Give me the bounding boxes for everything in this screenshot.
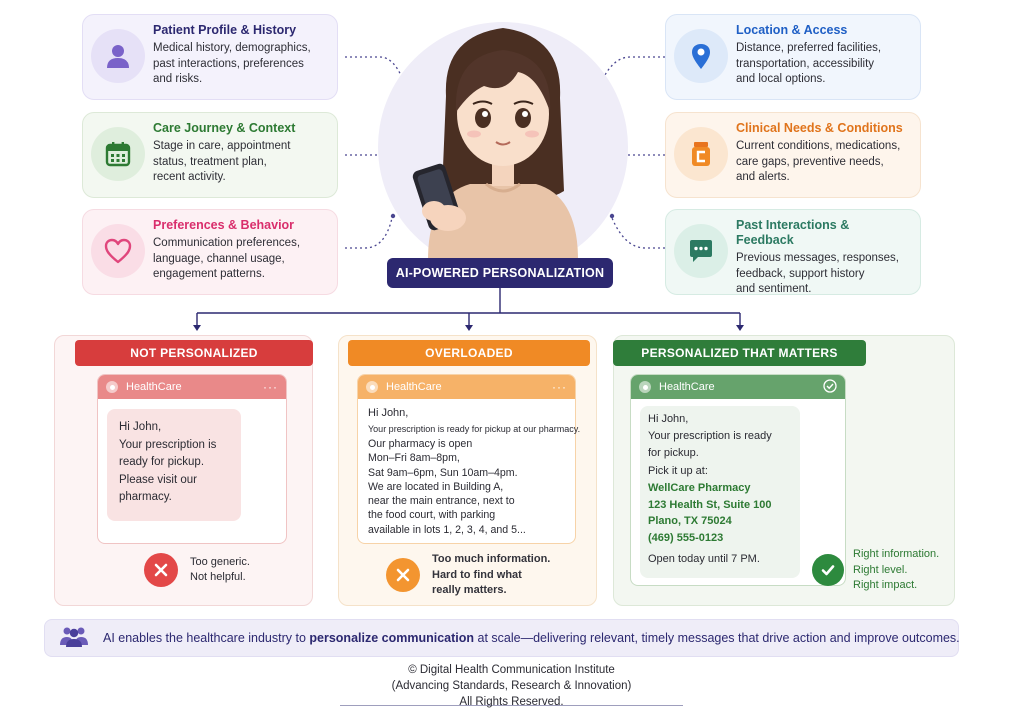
location-pin-icon <box>674 29 728 83</box>
verdict-overloaded <box>386 552 550 599</box>
app-name: HealthCare <box>126 381 182 393</box>
summary-banner <box>44 619 959 657</box>
heart-icon <box>91 224 145 278</box>
message-greeting: Hi John, <box>648 413 689 425</box>
person-icon <box>91 29 145 83</box>
message-bubble <box>640 406 800 578</box>
feature-title: Care Journey & Context <box>153 121 296 135</box>
more-options-icon[interactable]: ··· <box>552 380 567 394</box>
feature-desc: Distance, preferred facilities, transportation, accessibility and local options. <box>736 42 882 85</box>
pharmacy-hours: Open today until 7 PM. <box>648 553 760 565</box>
footer-copyright: © Digital Health Communication Institute <box>408 664 615 676</box>
message-bubble <box>366 403 581 539</box>
feature-title: Patient Profile & History <box>153 23 297 37</box>
app-avatar-icon <box>106 381 118 393</box>
app-name: HealthCare <box>659 381 715 393</box>
panel-title-personalized: PERSONALIZED THAT MATTERS <box>613 340 866 366</box>
verdict-text: Too generic. Not helpful. <box>190 555 250 583</box>
pickup-label: Pick it up at: <box>648 465 708 477</box>
panel-title-overloaded: OVERLOADED <box>348 340 590 366</box>
message-card-header <box>631 375 845 399</box>
more-options-icon[interactable]: ··· <box>263 380 278 394</box>
feature-desc: Current conditions, medications, care gaps, preventive needs, and alerts. <box>736 140 901 183</box>
pill-bottle-icon <box>674 127 728 181</box>
app-avatar-icon <box>366 381 378 393</box>
feature-card-past-interactions <box>665 209 921 295</box>
summary-text: AI enables the healthcare industry to personalize communication at scale—delivering relevant, timely messages that drive action and improve outcomes. <box>103 631 960 645</box>
feature-card-preferences <box>82 209 338 295</box>
message-card-header <box>358 375 575 399</box>
app-avatar-icon <box>639 381 651 393</box>
app-name: HealthCare <box>386 381 442 393</box>
message-status: Your prescription is ready for pickup. <box>648 430 772 459</box>
feature-title: Location & Access <box>736 23 848 37</box>
feature-desc: Communication preferences, language, channel usage, engagement patterns. <box>153 237 301 280</box>
feature-desc: Previous messages, responses, feedback, support history and sentiment. <box>736 252 899 295</box>
patient-illustration <box>398 16 608 260</box>
pharmacy-address: WellCare Pharmacy 123 Health St, Suite 100 Plano, TX 75024 (469) 555-0123 <box>648 482 772 544</box>
ai-personalization-badge: AI-POWERED PERSONALIZATION <box>387 258 613 288</box>
message-details: Our pharmacy is open Mon–Fri 8am–8pm, Sat 9am–6pm, Sun 10am–4pm. We are located in Building A, near the main entrance, next to the food court, with parking available in lots 1, 2, 3, 4, and 5... <box>368 438 526 536</box>
verdict-text: Right information. Right level. Right impact. <box>853 548 940 591</box>
message-line: Your prescription is ready for pickup at our pharmacy. <box>368 424 581 434</box>
footer-rights: All Rights Reserved. <box>459 696 564 708</box>
check-circle-icon <box>823 379 837 396</box>
x-circle-icon <box>386 558 420 592</box>
people-group-icon <box>59 625 89 652</box>
check-circle-icon <box>812 554 844 586</box>
calendar-icon <box>91 127 145 181</box>
feature-card-location <box>665 14 921 100</box>
feature-title: Preferences & Behavior <box>153 218 295 232</box>
message-text: Hi John, Your prescription is ready for pickup. Please visit our pharmacy. <box>119 421 217 503</box>
feature-card-care-journey <box>82 112 338 198</box>
verdict-personalized <box>812 547 939 594</box>
message-card-header <box>98 375 286 399</box>
message-bubble <box>107 409 241 521</box>
verdict-text: Too much information. Hard to find what really matters. <box>432 553 551 596</box>
feature-title: Clinical Needs & Conditions <box>736 121 903 135</box>
feature-desc: Medical history, demographics, past interactions, preferences and risks. <box>153 42 311 85</box>
feature-card-patient-profile <box>82 14 338 100</box>
verdict-not-personalized <box>144 553 250 587</box>
feature-title: Past Interactions & Feedback <box>736 218 850 247</box>
message-greeting: Hi John, <box>368 407 409 419</box>
panel-title-not-personalized: NOT PERSONALIZED <box>75 340 313 366</box>
footer-tagline: (Advancing Standards, Research & Innovation) <box>391 680 632 692</box>
x-circle-icon <box>144 553 178 587</box>
feature-card-clinical <box>665 112 921 198</box>
chat-bubble-icon <box>674 224 728 278</box>
feature-desc: Stage in care, appointment status, treatment plan, recent activity. <box>153 140 291 183</box>
